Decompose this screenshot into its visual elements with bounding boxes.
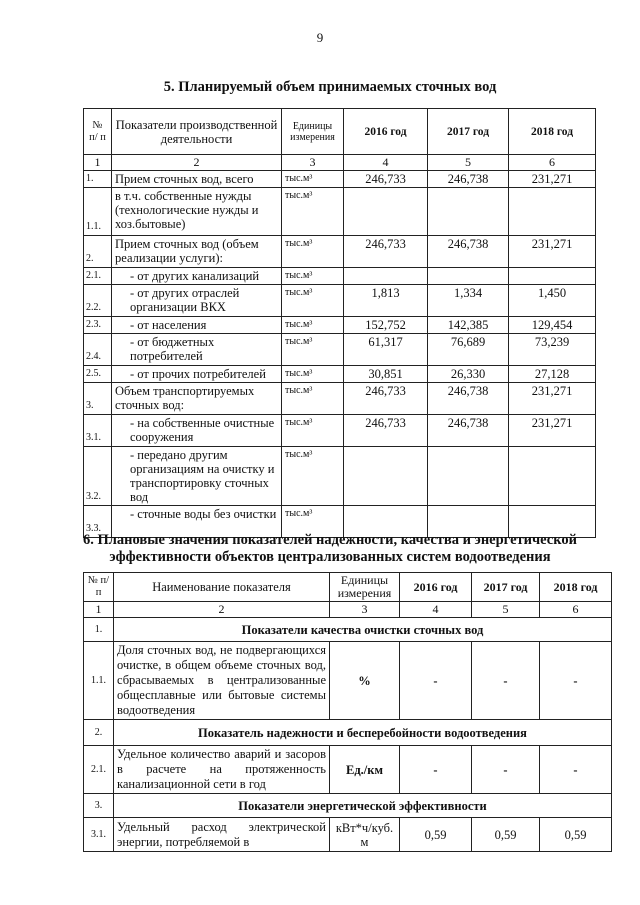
row-name: Доля сточных вод, не подвергающихся очистке, в общем объеме сточных вод, сбрасываемых в централизованные общесплавные или бытовые системы водоотведения	[114, 642, 330, 720]
table-row	[84, 317, 596, 334]
header-num: № п/п	[84, 573, 114, 602]
table-row	[84, 268, 596, 285]
row-unit: тыс.м³	[282, 334, 344, 366]
section-row	[84, 720, 612, 746]
row-2018: -	[540, 642, 612, 720]
row-2018: -	[540, 746, 612, 794]
row-2016: 61,317	[344, 334, 428, 366]
index-cell: 2	[114, 602, 330, 618]
row-name: Прием сточных вод (объем реализации услуги):	[112, 236, 282, 268]
row-2016	[344, 188, 428, 236]
row-num: 3.1.	[84, 818, 114, 852]
row-2016: 152,752	[344, 317, 428, 334]
row-num: 3.2.	[84, 447, 112, 506]
row-2018	[509, 268, 596, 285]
row-name: - от населения	[112, 317, 282, 334]
index-cell: 5	[428, 155, 509, 171]
section-row	[84, 794, 612, 818]
index-cell: 1	[84, 155, 112, 171]
column-index-row	[84, 602, 612, 618]
row-2016: 246,733	[344, 415, 428, 447]
row-2017: 246,738	[428, 383, 509, 415]
row-2016: -	[400, 746, 472, 794]
row-num: 3.1.	[84, 415, 112, 447]
row-2017: 246,738	[428, 171, 509, 188]
row-2016: 0,59	[400, 818, 472, 852]
row-2016: 1,813	[344, 285, 428, 317]
index-cell: 2	[112, 155, 282, 171]
row-2018: 231,271	[509, 171, 596, 188]
row-unit: Ед./км	[330, 746, 400, 794]
row-num: 1.1.	[84, 642, 114, 720]
row-num: 3.3.	[84, 506, 112, 538]
row-2017: 76,689	[428, 334, 509, 366]
row-2016: 30,851	[344, 366, 428, 383]
row-2018: 73,239	[509, 334, 596, 366]
row-2017: 246,738	[428, 415, 509, 447]
row-unit: кВт*ч/куб. м	[330, 818, 400, 852]
row-2018: 231,271	[509, 383, 596, 415]
section-title: Показатель надежности и бесперебойности водоотведения	[114, 720, 612, 746]
table-row	[84, 171, 596, 188]
row-2017	[428, 268, 509, 285]
header-2018: 2018 год	[509, 109, 596, 155]
section-num: 3.	[84, 794, 114, 818]
index-cell: 3	[330, 602, 400, 618]
table-row	[84, 188, 596, 236]
row-2017	[428, 188, 509, 236]
row-2017	[428, 447, 509, 506]
row-num: 2.2.	[84, 285, 112, 317]
table-row	[84, 366, 596, 383]
row-name: Удельный расход электрической энергии, потребляемой в	[114, 818, 330, 852]
row-num: 2.4.	[84, 334, 112, 366]
row-2018	[509, 447, 596, 506]
section-num: 2.	[84, 720, 114, 746]
page-number: 9	[316, 30, 324, 45]
header-2017: 2017 год	[472, 573, 540, 602]
row-name: - сточные воды без очистки	[112, 506, 282, 538]
section6-title-line2: эффективности объектов централизованных систем водоотведения	[109, 549, 551, 565]
table-row	[84, 447, 596, 506]
row-unit: тыс.м³	[282, 317, 344, 334]
row-name: - от других отраслей организации ВКХ	[112, 285, 282, 317]
index-cell: 4	[400, 602, 472, 618]
row-unit: %	[330, 642, 400, 720]
table-row	[84, 334, 596, 366]
index-cell: 3	[282, 155, 344, 171]
index-cell: 6	[540, 602, 612, 618]
row-num: 2.	[84, 236, 112, 268]
row-num: 2.1.	[84, 268, 112, 285]
row-unit: тыс.м³	[282, 285, 344, 317]
section-title: Показатели энергетической эффективности	[114, 794, 612, 818]
header-2018: 2018 год	[540, 573, 612, 602]
header-indicator: Наименование показателя	[114, 573, 330, 602]
row-2016: 246,733	[344, 236, 428, 268]
row-unit: тыс.м³	[282, 506, 344, 538]
header-2016: 2016 год	[400, 573, 472, 602]
row-unit: тыс.м³	[282, 171, 344, 188]
row-name: - передано другим организациям на очистку и транспортировку сточных вод	[112, 447, 282, 506]
row-num: 2.5.	[84, 366, 112, 383]
row-num: 1.	[84, 171, 112, 188]
row-2017: 26,330	[428, 366, 509, 383]
row-num: 3.	[84, 383, 112, 415]
section6-title-line1: 6. Плановые значения показателей надежности, качества и энергетической	[83, 532, 577, 548]
row-2017: 142,385	[428, 317, 509, 334]
row-name: - от прочих потребителей	[112, 366, 282, 383]
table-row	[84, 383, 596, 415]
row-name: в т.ч. собственные нужды (технологические нужды и хоз.бытовые)	[112, 188, 282, 236]
row-name: - от других канализаций	[112, 268, 282, 285]
index-cell: 5	[472, 602, 540, 618]
row-unit: тыс.м³	[282, 366, 344, 383]
row-2018	[509, 188, 596, 236]
row-2018: 231,271	[509, 415, 596, 447]
row-unit: тыс.м³	[282, 383, 344, 415]
header-2017: 2017 год	[428, 109, 509, 155]
section5-title: 5. Планируемый объем принимаемых сточных вод	[163, 79, 497, 95]
table-header-row	[84, 573, 612, 602]
header-unit: Единицы измерения	[330, 573, 400, 602]
table-row	[84, 236, 596, 268]
row-2016	[344, 268, 428, 285]
row-unit: тыс.м³	[282, 236, 344, 268]
row-2018: 0,59	[540, 818, 612, 852]
row-2017: 1,334	[428, 285, 509, 317]
row-unit: тыс.м³	[282, 447, 344, 506]
section-title: Показатели качества очистки сточных вод	[114, 618, 612, 642]
table-row	[84, 642, 612, 720]
row-2017: 246,738	[428, 236, 509, 268]
header-indicator: Показатели производственной деятельности	[112, 109, 282, 155]
section6-title	[60, 532, 600, 566]
row-unit: тыс.м³	[282, 188, 344, 236]
row-2016: 246,733	[344, 383, 428, 415]
header-2016: 2016 год	[344, 109, 428, 155]
row-name: - от бюджетных потребителей	[112, 334, 282, 366]
row-unit: тыс.м³	[282, 415, 344, 447]
row-2017: -	[472, 746, 540, 794]
section-num: 1.	[84, 618, 114, 642]
row-num: 1.1.	[84, 188, 112, 236]
table-row	[84, 285, 596, 317]
row-name: Объем транспортируемых сточных вод:	[112, 383, 282, 415]
index-cell: 4	[344, 155, 428, 171]
reliability-indicators-table	[83, 572, 612, 852]
index-cell: 1	[84, 602, 114, 618]
row-2016	[344, 447, 428, 506]
row-2016: -	[400, 642, 472, 720]
row-2018: 27,128	[509, 366, 596, 383]
row-2018: 231,271	[509, 236, 596, 268]
row-name: - на собственные очистные сооружения	[112, 415, 282, 447]
row-2018: 1,450	[509, 285, 596, 317]
table-row	[84, 746, 612, 794]
row-num: 2.1.	[84, 746, 114, 794]
section-row	[84, 618, 612, 642]
table-row	[84, 415, 596, 447]
header-unit: Единицы измерения	[282, 109, 344, 155]
row-2016: 246,733	[344, 171, 428, 188]
column-index-row	[84, 155, 596, 171]
row-2017: -	[472, 642, 540, 720]
row-2018: 129,454	[509, 317, 596, 334]
row-2017: 0,59	[472, 818, 540, 852]
header-num: № п/ п	[84, 109, 112, 155]
index-cell: 6	[509, 155, 596, 171]
row-name: Прием сточных вод, всего	[112, 171, 282, 188]
table-header-row	[84, 109, 596, 155]
row-num: 2.3.	[84, 317, 112, 334]
wastewater-volume-table	[83, 108, 596, 538]
table-row	[84, 818, 612, 852]
row-name: Удельное количество аварий и засоров в расчете на протяженность канализационной сети в год	[114, 746, 330, 794]
row-unit: тыс.м³	[282, 268, 344, 285]
